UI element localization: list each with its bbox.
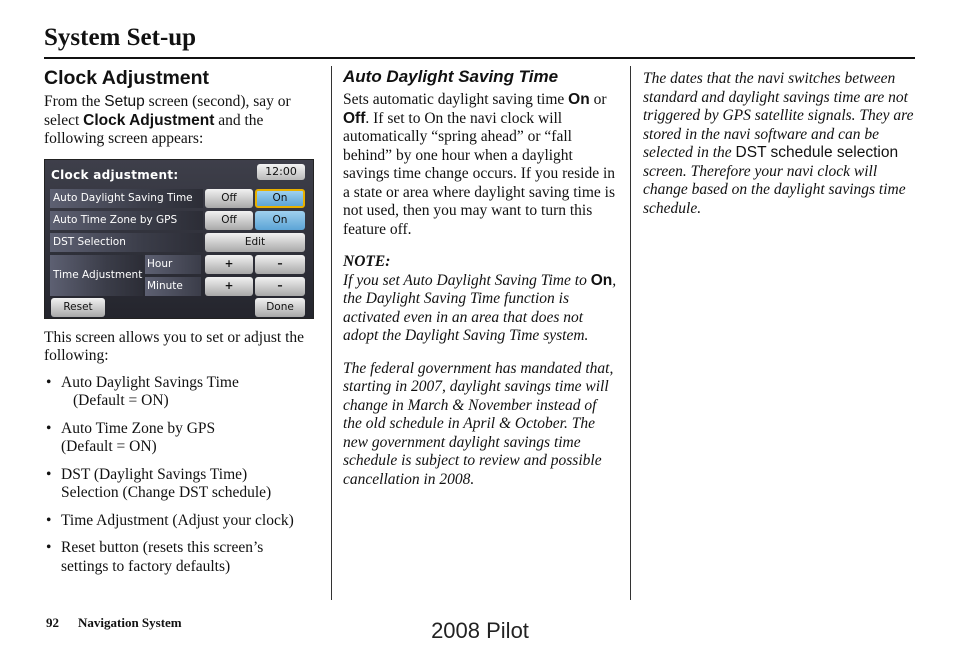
text: Time Adjustment (Adjust your clock) (61, 511, 294, 529)
column-divider (630, 66, 631, 600)
federal-paragraph: The federal government has mandated that, starting in 2007, daylight savings time will change in March & November instead of the old schedule in April & October. The new government daylight savings time schedule is subject to review and possible cancellation in 2008. (343, 359, 614, 488)
column-right (643, 66, 919, 218)
dates-paragraph (643, 70, 919, 218)
text: Selection (Change DST schedule) (61, 484, 272, 501)
off-term: Off (343, 109, 366, 127)
auto-timezone-on-button[interactable]: On (255, 211, 305, 230)
auto-dst-paragraph (343, 91, 619, 239)
text: Auto Time Zone by GPS (61, 419, 216, 437)
hour-plus-button[interactable]: + (205, 255, 253, 274)
page-title: System Set-up (44, 24, 197, 51)
auto-dst-off-button[interactable]: Off (205, 189, 253, 208)
time-adjustment-label: Time Adjustment (50, 255, 143, 296)
section-heading-auto-dst: Auto Daylight Saving Time (343, 67, 559, 86)
text: (Default = ON) (73, 392, 169, 409)
auto-dst-label: Auto Daylight Saving Time (50, 189, 203, 208)
done-button[interactable]: Done (255, 298, 305, 317)
text: If you set Auto Daylight Saving Time to (343, 271, 591, 289)
list-item (44, 539, 320, 576)
auto-timezone-off-button[interactable]: Off (205, 211, 253, 230)
clock-adjustment-term: Clock Adjustment (83, 111, 215, 129)
column-middle (343, 66, 619, 489)
auto-dst-on-button[interactable]: On (255, 189, 305, 208)
watermark: 2008 Pilot (431, 618, 529, 643)
settings-list (44, 374, 320, 577)
column-left (44, 66, 320, 585)
hour-minus-button[interactable]: – (255, 255, 305, 274)
text: screen (second), say or select (44, 93, 291, 129)
on-term: On (568, 91, 590, 108)
list-item (44, 374, 320, 411)
hour-label: Hour (145, 255, 201, 274)
text: From the (44, 93, 105, 110)
note-paragraph (343, 272, 619, 346)
header-rule (44, 57, 915, 59)
minute-minus-button[interactable]: – (255, 277, 305, 296)
note-label: NOTE: (343, 253, 391, 270)
section-heading-clock-adjustment: Clock Adjustment (44, 67, 210, 89)
text: Auto Daylight Savings Time (61, 373, 239, 391)
setup-term: Setup (104, 93, 145, 110)
footer-title: Navigation System (78, 615, 182, 630)
text: settings to factory defaults) (61, 557, 231, 575)
on-term: On (590, 271, 613, 289)
text: screen. Therefore your navi clock will change based on the daylight savings time schedule. (643, 162, 906, 217)
list-item (44, 466, 320, 503)
after-screen-paragraph: This screen allows you to set or adjust the following: (44, 328, 305, 364)
clock-adjustment-screenshot (44, 159, 314, 319)
dst-selection-label: DST Selection (50, 233, 203, 252)
intro-paragraph (44, 93, 320, 149)
list-item (44, 420, 320, 457)
list-item (44, 512, 320, 531)
text: and the following screen appears: (44, 111, 264, 147)
text: , the Daylight Saving Time function is activated even in an area that does not adopt the Daylight Saving Time system. (343, 271, 617, 344)
text: Reset button (resets this screen’s (61, 539, 264, 556)
page-number: 92 (46, 615, 59, 630)
text: (Default = ON) (61, 438, 157, 455)
text: . If set to On the navi clock will automatically “spring ahead” or “fall behind” by one hour when a daylight savings time change occurs. If you reside in a state or area where daylight saving time is not used, then you may want to turn this feature off. (343, 109, 616, 238)
text: The dates that the navi switches between standard and daylight savings time are not triggered by GPS satellite signals. They are stored in the navi software and can be selected in the (643, 70, 914, 161)
screen-title: Clock adjustment: (51, 167, 179, 182)
dst-edit-button[interactable]: Edit (205, 233, 305, 252)
text: DST (Daylight Savings Time) (61, 465, 248, 483)
column-divider (331, 66, 332, 600)
reset-button[interactable]: Reset (51, 298, 105, 317)
clock-display: 12:00 (257, 164, 305, 180)
auto-timezone-label: Auto Time Zone by GPS (50, 211, 203, 230)
dst-schedule-term: DST schedule selection (735, 144, 899, 161)
text: Sets automatic daylight saving time (343, 91, 569, 108)
minute-label: Minute (145, 277, 201, 296)
minute-plus-button[interactable]: + (205, 277, 253, 296)
text: or (589, 91, 607, 108)
